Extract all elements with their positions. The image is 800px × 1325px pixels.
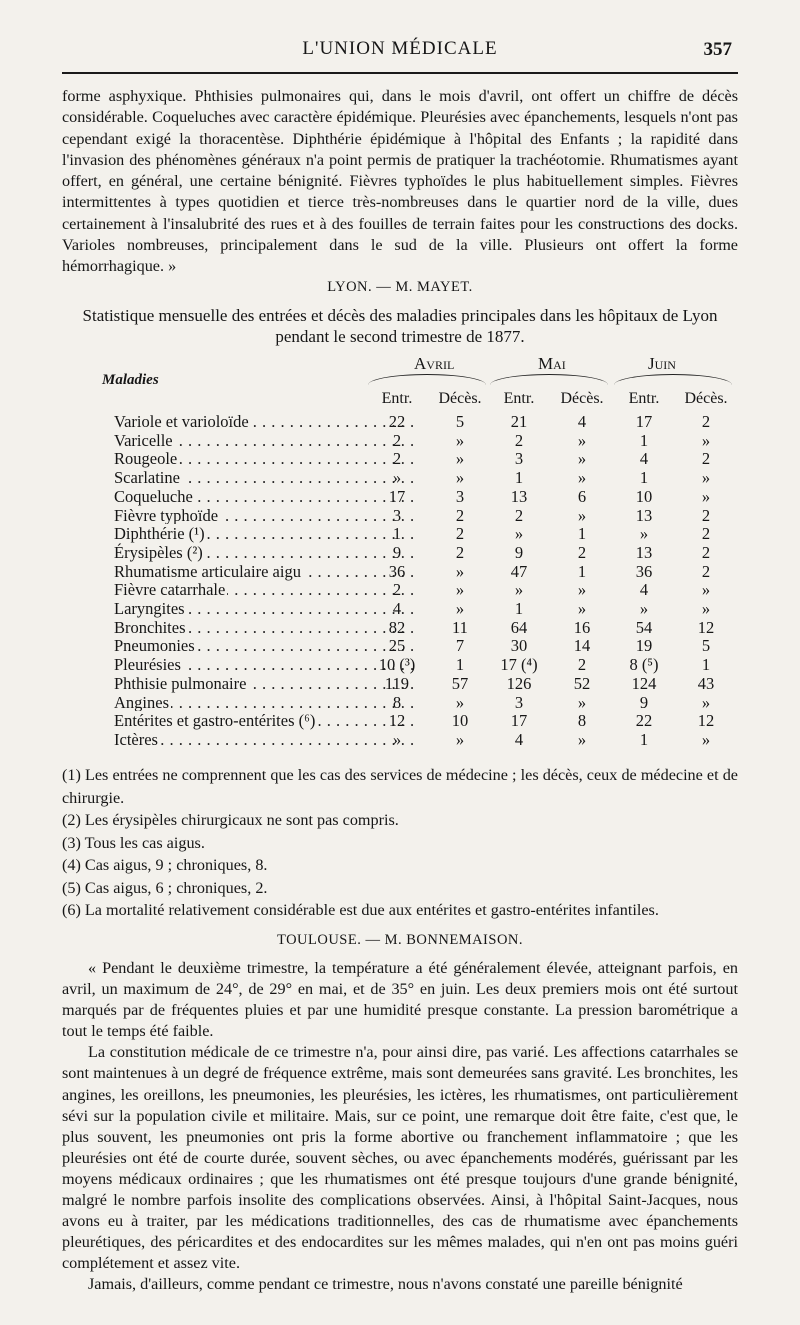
disease-name bbox=[114, 449, 419, 469]
table-row bbox=[62, 655, 738, 675]
table-cell: » bbox=[455, 430, 465, 450]
table-cell: 2 bbox=[392, 449, 402, 469]
table-cell: 17 (⁴) bbox=[500, 655, 538, 675]
footnote-6: (6) La mortalité relativement considérable est due aux entérites et gastro-entérites infantiles. bbox=[62, 901, 659, 919]
table-cell: » bbox=[455, 468, 465, 488]
table-cell: 12 bbox=[388, 711, 406, 731]
table-cell: » bbox=[392, 729, 402, 749]
footnote-5: (5) Cas aigus, 6 ; chroniques, 2. bbox=[62, 878, 268, 897]
table-cell: 6 bbox=[577, 486, 587, 506]
disease-name bbox=[114, 431, 419, 451]
table-cell: » bbox=[577, 449, 587, 469]
disease-name bbox=[114, 468, 419, 488]
table-cell: » bbox=[701, 486, 711, 506]
disease-label: Ictères bbox=[114, 729, 158, 749]
table-cell: 2 bbox=[455, 524, 465, 544]
toulouse-heading: TOULOUSE. — M. BONNEMAISON. bbox=[276, 932, 524, 948]
footnote-3: (3) Tous les cas aigus. bbox=[62, 833, 205, 852]
table-cell: » bbox=[577, 692, 587, 712]
table-cell: 1 bbox=[701, 655, 711, 675]
month-mai: Mai bbox=[538, 354, 566, 373]
table-cell: » bbox=[455, 599, 465, 618]
table-cell: 10 bbox=[635, 486, 653, 506]
table-cell: 4 bbox=[639, 580, 649, 600]
table-cell: 16 bbox=[573, 617, 591, 637]
disease-name bbox=[114, 636, 419, 656]
table-cell: 21 bbox=[510, 412, 528, 431]
table-cell: 2 bbox=[701, 449, 711, 469]
table-row bbox=[62, 711, 738, 731]
table-cell: » bbox=[455, 449, 465, 469]
statistics-table bbox=[62, 354, 738, 754]
table-cell: » bbox=[392, 468, 402, 488]
page-header bbox=[62, 38, 738, 68]
disease-label: Fièvre catarrhale bbox=[114, 580, 226, 600]
table-row bbox=[62, 674, 738, 694]
disease-label: Érysipèles (²) bbox=[114, 542, 203, 562]
disease-label: Rhumatisme articulaire aigu bbox=[114, 561, 301, 581]
table-cell: 5 bbox=[701, 636, 711, 656]
table-row bbox=[62, 524, 738, 544]
table-cell: » bbox=[455, 692, 465, 712]
disease-name bbox=[114, 506, 419, 526]
table-row bbox=[62, 618, 738, 638]
table-cell: 8 bbox=[577, 711, 587, 731]
table-title bbox=[62, 305, 738, 347]
brace-juin bbox=[614, 374, 732, 385]
disease-name bbox=[114, 543, 419, 563]
table-cell: 1 bbox=[577, 561, 587, 581]
table-cell: » bbox=[701, 430, 711, 450]
table-cell: 2 bbox=[455, 505, 465, 525]
disease-name bbox=[114, 524, 419, 544]
lyon-heading: LYON. — M. MAYET. bbox=[327, 279, 473, 295]
toulouse-text bbox=[62, 958, 738, 1296]
table-cell: 4 bbox=[392, 599, 402, 618]
table-cell: 2 bbox=[514, 430, 524, 450]
table-cell: 12 bbox=[697, 617, 715, 637]
month-juin: Juin bbox=[648, 354, 676, 373]
table-cell: 119 bbox=[384, 673, 410, 693]
toulouse-paragraph-2: La constitution médicale de ce trimestre n'a, pour ainsi dire, pas varié. Les affections catarrhales se sont maintenues à un degré de fréquence extrême, mais sont demeurées sans gravité. Les bronchites, les angines, les oreillons, les pneumonies, les pleurésies, les ictères, les rhumatismes, ont particulièrement sévi sur la population civile et militaire. Mais, sur ce point, une remarque doit être faite, c'est que, le plus souvent, les pneumonies ont pris la forme abortive ou franchement inflammatoire ; que les pleurésies ont été de courte durée, souvent sèches, ou avec épanchements modérés, guérissant par les moyens médicaux ordinaires ; que les rhumatismes ont été presque toujours d'une grande bénignité, malgré le nombre parfois insolite des complications observées. Ainsi, à l'hôpital Saint-Jacques, nous avons eu à traiter, par les médications traditionnelles, des cas de rhumatisme avec épanchements pleurétiques, des péricardites et des endocardites sur les mêmes malades, qui n'en ont pas moins guéri complétement et assez vite. bbox=[62, 1043, 738, 1273]
disease-label: Scarlatine bbox=[114, 468, 180, 488]
col-head: Entr. bbox=[503, 390, 535, 407]
table-cell: 2 bbox=[455, 542, 465, 562]
col-head: Entr. bbox=[381, 390, 413, 407]
table-cell: 54 bbox=[635, 617, 653, 637]
intro-text: forme asphyxique. Phthisies pulmonaires qui, dans le mois d'avril, ont offert un chiffre de décès considérable. Coqueluches avec caractère épidémique. Pleurésies avec épanchements, lesquels n'ont pas cependant exigé la thoracentèse. Diphthérie épidémique à l'hôpital des Enfants ; la rapidité dans l'invasion des phénomènes généraux n'a point permis de pratiquer la trachéotomie. Rhumatismes ayant offert, en général, une certaine bénignité. Fièvres typhoïdes le plus habituellement simples. Fièvres intermittentes à types quotidien et tierce très-nombreuses dans le quartier nord de la ville, dues certainement à l'insalubrité des rues et à des fouilles de terrain faites pour les constructions des docks. Varioles nombreuses, principalement dans le sud de la ville. Plusieurs ont offert la forme hémorrhagique. » bbox=[62, 87, 738, 276]
table-cell: 9 bbox=[392, 542, 402, 562]
table-cell: 124 bbox=[631, 673, 657, 693]
table-cell: » bbox=[577, 599, 587, 618]
table-cell: 1 bbox=[455, 655, 465, 675]
table-cell: 1 bbox=[639, 468, 649, 488]
disease-label: Variole et varioloïde bbox=[114, 412, 249, 431]
disease-label: Laryngites bbox=[114, 599, 185, 618]
disease-label: Fièvre typhoïde bbox=[114, 505, 219, 525]
table-cell: » bbox=[514, 580, 524, 600]
table-cell: 17 bbox=[510, 711, 528, 731]
disease-name bbox=[114, 580, 419, 600]
disease-label: Diphthérie (¹) bbox=[114, 524, 205, 544]
table-cell: 13 bbox=[510, 486, 528, 506]
disease-label: Varicelle bbox=[114, 430, 173, 450]
footnotes bbox=[62, 764, 738, 922]
table-cell: 2 bbox=[701, 524, 711, 544]
month-avril: Avril bbox=[414, 354, 455, 373]
table-cell: 1 bbox=[514, 599, 524, 618]
header-rule bbox=[62, 72, 738, 74]
table-row bbox=[62, 599, 738, 619]
running-title: L'UNION MÉDICALE bbox=[302, 38, 498, 59]
col-head: Décès. bbox=[684, 390, 728, 407]
table-cell: 47 bbox=[510, 561, 528, 581]
disease-name bbox=[114, 412, 419, 432]
table-cell: 4 bbox=[514, 729, 524, 749]
table-row bbox=[62, 506, 738, 526]
disease-name bbox=[114, 693, 419, 713]
table-cell: 1 bbox=[392, 524, 402, 544]
footnote-1: (1) Les entrées ne comprennent que les cas des services de médecine ; les décès, ceux de médecine et de chirurgie. bbox=[62, 766, 738, 807]
table-cell: 2 bbox=[392, 580, 402, 600]
disease-label: Phthisie pulmonaire bbox=[114, 673, 247, 693]
table-row bbox=[62, 468, 738, 488]
table-cell: 10 bbox=[451, 711, 469, 731]
disease-label: Rougeole bbox=[114, 449, 178, 469]
table-cell: 17 bbox=[635, 412, 653, 431]
table-cell: 5 bbox=[455, 412, 465, 431]
table-cell: 25 bbox=[388, 636, 406, 656]
disease-label: Entérites et gastro-entérites (⁶) bbox=[114, 711, 316, 731]
table-cell: 64 bbox=[510, 617, 528, 637]
table-cell: 10 (³) bbox=[378, 655, 416, 675]
table-cell: 3 bbox=[455, 486, 465, 506]
table-cell: 22 bbox=[635, 711, 653, 731]
col-head: Décès. bbox=[438, 390, 482, 407]
table-cell: » bbox=[639, 599, 649, 618]
disease-name bbox=[114, 562, 419, 582]
brace-mai bbox=[490, 374, 608, 385]
col-head: Décès. bbox=[560, 390, 604, 407]
table-cell: 11 bbox=[452, 617, 468, 637]
table-cell: 3 bbox=[392, 505, 402, 525]
table-cell: » bbox=[701, 692, 711, 712]
table-cell: » bbox=[577, 580, 587, 600]
table-cell: 57 bbox=[451, 673, 469, 693]
table-row bbox=[62, 543, 738, 563]
table-cell: » bbox=[701, 580, 711, 600]
disease-label: Bronchites bbox=[114, 617, 186, 637]
table-cell: 30 bbox=[510, 636, 528, 656]
table-row bbox=[62, 730, 738, 750]
table-cell: 22 bbox=[388, 412, 406, 431]
table-title-line-2: pendant le second trimestre de 1877. bbox=[275, 327, 525, 346]
table-cell: 3 bbox=[514, 692, 524, 712]
disease-label: Pleurésies bbox=[114, 655, 181, 675]
table-cell: 3 bbox=[514, 449, 524, 469]
disease-label: Angines bbox=[114, 692, 169, 712]
table-row bbox=[62, 693, 738, 713]
table-cell: » bbox=[577, 729, 587, 749]
disease-name bbox=[114, 730, 419, 750]
toulouse-paragraph-1: « Pendant le deuxième trimestre, la température a été généralement élevée, atteignant parfois, en avril, un maximum de 24°, de 29° en mai, et de 35° en juin. Les deux premiers mois ont été surtout marqués par de fréquentes pluies et par une humidité presque constante. La pression barométrique a tout le temps été faible. bbox=[62, 959, 738, 1041]
table-cell: 9 bbox=[514, 542, 524, 562]
table-cell: 2 bbox=[701, 561, 711, 581]
table-row bbox=[62, 431, 738, 451]
table-cell: » bbox=[514, 524, 524, 544]
table-cell: 4 bbox=[577, 412, 587, 431]
table-cell: 8 (⁵) bbox=[629, 655, 659, 675]
table-row bbox=[62, 580, 738, 600]
intro-paragraph bbox=[62, 86, 738, 278]
table-cell: 2 bbox=[701, 412, 711, 431]
table-cell: 52 bbox=[573, 673, 591, 693]
footnote-4: (4) Cas aigus, 9 ; chroniques, 8. bbox=[62, 856, 268, 874]
col-head: Entr. bbox=[628, 390, 660, 407]
table-row bbox=[62, 412, 738, 432]
table-cell: 1 bbox=[577, 524, 587, 544]
table-cell: 13 bbox=[635, 505, 653, 525]
table-cell: 19 bbox=[635, 636, 653, 656]
table-cell: » bbox=[577, 468, 587, 488]
table-cell: 9 bbox=[639, 692, 649, 712]
disease-name bbox=[114, 655, 419, 675]
table-cell: » bbox=[701, 599, 711, 618]
table-cell: 2 bbox=[577, 655, 587, 675]
table-cell: 1 bbox=[514, 468, 524, 488]
table-cell: 8 bbox=[392, 692, 402, 712]
table-title-line-1: Statistique mensuelle des entrées et décès des maladies principales dans les hôpitaux de Lyon bbox=[82, 306, 718, 325]
table-row bbox=[62, 562, 738, 582]
table-cell: 1 bbox=[639, 430, 649, 450]
table-cell: 2 bbox=[577, 542, 587, 562]
footnote-2: (2) Les érysipèles chirurgicaux ne sont pas compris. bbox=[62, 811, 399, 829]
table-cell: 126 bbox=[506, 673, 532, 693]
table-cell: 1 bbox=[639, 729, 649, 749]
table-cell: » bbox=[577, 505, 587, 525]
page-number: 357 bbox=[703, 39, 732, 60]
table-row bbox=[62, 636, 738, 656]
table-cell: 14 bbox=[573, 636, 591, 656]
table-cell: » bbox=[577, 430, 587, 450]
row-header: Maladies bbox=[102, 372, 159, 388]
table-cell: 2 bbox=[701, 542, 711, 562]
table-cell: 36 bbox=[388, 561, 406, 581]
disease-label: Coqueluche bbox=[114, 486, 193, 506]
table-cell: 2 bbox=[701, 505, 711, 525]
table-cell: 82 bbox=[388, 617, 406, 637]
table-cell: » bbox=[455, 561, 465, 581]
table-cell: 17 bbox=[388, 486, 406, 506]
disease-name bbox=[114, 618, 419, 638]
table-cell: » bbox=[455, 580, 465, 600]
disease-label: Pneumonies bbox=[114, 636, 195, 656]
table-cell: 13 bbox=[635, 542, 653, 562]
table-cell: » bbox=[701, 729, 711, 749]
table-cell: 12 bbox=[697, 711, 715, 731]
disease-name bbox=[114, 599, 419, 619]
table-row bbox=[62, 449, 738, 469]
toulouse-paragraph-3: Jamais, d'ailleurs, comme pendant ce trimestre, nous n'avons constaté une pareille bénignité bbox=[88, 1275, 683, 1294]
table-cell: » bbox=[701, 468, 711, 488]
table-cell: 2 bbox=[392, 430, 402, 450]
table-cell: 36 bbox=[635, 561, 653, 581]
disease-name bbox=[114, 487, 419, 507]
disease-name bbox=[114, 711, 419, 731]
table-cell: 2 bbox=[514, 505, 524, 525]
disease-name bbox=[114, 674, 419, 694]
table-cell: 43 bbox=[697, 673, 715, 693]
table-row bbox=[62, 487, 738, 507]
brace-avril bbox=[368, 374, 486, 385]
table-cell: » bbox=[455, 729, 465, 749]
table-cell: » bbox=[639, 524, 649, 544]
table-cell: 7 bbox=[455, 636, 465, 656]
table-cell: 4 bbox=[639, 449, 649, 469]
